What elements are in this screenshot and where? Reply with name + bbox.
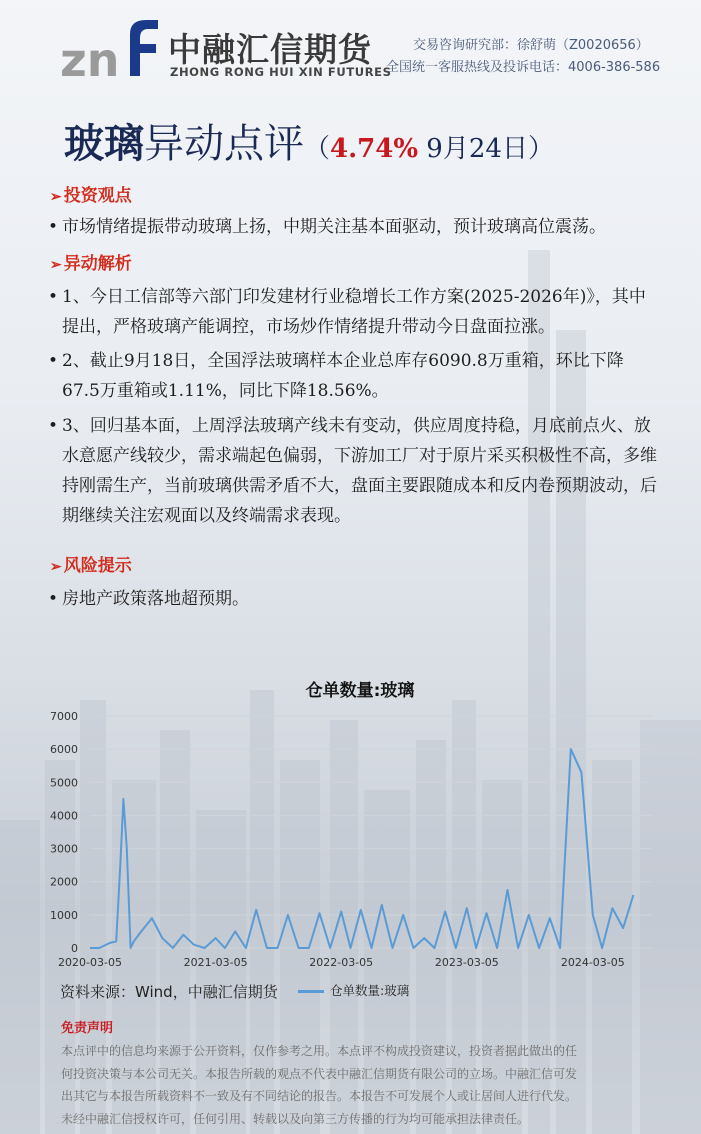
x-tick-label: 2024-03-05 — [560, 956, 625, 969]
x-tick-label: 2020-03-05 — [58, 956, 122, 969]
bullet-icon: • — [48, 589, 59, 609]
legend-swatch — [298, 990, 324, 993]
x-tick-label: 2023-03-05 — [434, 956, 499, 969]
data-source: 资料来源：Wind，中融汇信期货 — [60, 983, 278, 1001]
list-item: • 1、今日工信部等六部门印发建材行业稳增长工作方案(2025-2026年)》，其中提出，严格玻璃产能调控，市场炒作情绪提升带动今日盘面拉涨。 — [48, 282, 658, 342]
list-item: • 市场情绪提振带动玻璃上扬，中期关注基本面驱动，预计玻璃高位震荡。 — [48, 212, 658, 242]
chart-legend — [298, 981, 409, 999]
arrow-icon: ➢ — [50, 257, 62, 273]
logo-english-name: ZHONG RONG HUI XIN FUTURES — [170, 65, 392, 79]
contact-researcher: 交易咨询研究部：徐舒萌（Z0020656） — [413, 38, 649, 53]
y-tick-label: 7000 — [50, 710, 78, 723]
y-tick-label: 0 — [71, 942, 78, 955]
y-tick-label: 4000 — [50, 809, 78, 823]
svg-text:zn: zn — [60, 33, 120, 84]
section-heading-risk: ➢ 风险提示 — [50, 556, 132, 576]
arrow-icon: ➢ — [50, 559, 62, 575]
x-tick-label: 2021-03-05 — [183, 956, 248, 969]
chart-svg — [40, 704, 680, 1004]
disclaimer-text: 本点评中的信息均来源于公开资料，仅作参考之用。本点评不构成投资建议，投资者据此做出的任 何投资决策与本公司无关。本报告所载的观点不代表中融汇信期货有限公司的立场。中融汇信可发 出其它与本报告所载资料不一致及有不同结论的报告。本报告不可发展个人或让居间人进行代发。 未经中融汇信授权许可，任何引用、转载以及向第三方传播的行为均可能承担法律责任。 — [61, 1044, 578, 1126]
legend-label: 仓单数量:玻璃 — [330, 983, 410, 998]
y-tick-label: 5000 — [50, 776, 78, 790]
title-date: 9月24日） — [418, 134, 554, 164]
title-paren: （ — [304, 134, 331, 164]
disclaimer-title: 免责声明 — [61, 1021, 114, 1036]
title-product: 玻璃 — [64, 120, 144, 167]
list-item: • 3、回归基本面，上周浮法玻璃产线未有变动，供应周度持稳，月底前点火、放水意愿产线较少，需求端起色偏弱，下游加工厂对于原片采买积极性不高，多维持刚需生产，当前玻璃供需矛盾不大，盘面主要跟随成本和反内卷预期波动，后期继续关注宏观面以及终端需求表现。 — [48, 411, 658, 531]
chart-title: 仓单数量:玻璃 — [305, 681, 415, 701]
list-item: • 2、截止9月18日，全国浮法玻璃样本企业总库存6090.8万重箱，环比下降67.5万重箱或1.11%，同比下降18.56%。 — [48, 346, 658, 406]
chart — [40, 676, 680, 1006]
y-tick-label: 6000 — [50, 743, 78, 757]
y-tick-label: 1000 — [50, 908, 78, 922]
list-item: • 房地产政策落地超预期。 — [48, 584, 658, 614]
y-tick-label: 3000 — [50, 842, 78, 856]
y-tick-label: 2000 — [50, 875, 78, 889]
bullet-icon: • — [48, 416, 59, 436]
section-heading-view: ➢ 投资观点 — [50, 186, 132, 206]
logo-chinese-name: 中融汇信期货 — [168, 30, 372, 69]
x-tick-label: 2022-03-05 — [309, 956, 374, 969]
section-heading-analysis: ➢ 异动解析 — [50, 254, 132, 274]
arrow-icon: ➢ — [50, 189, 62, 205]
page-title — [64, 112, 554, 168]
company-logo-icon — [60, 14, 160, 84]
bullet-icon: • — [48, 217, 59, 237]
bullet-icon: • — [48, 287, 59, 307]
title-change: 4.74% — [330, 134, 419, 164]
title-subject: 异动点评 — [144, 121, 304, 167]
contact-hotline: 全国统一客服热线及投诉电话：4006-386-586 — [386, 60, 661, 75]
header — [0, 0, 701, 100]
bullet-icon: • — [48, 351, 59, 371]
